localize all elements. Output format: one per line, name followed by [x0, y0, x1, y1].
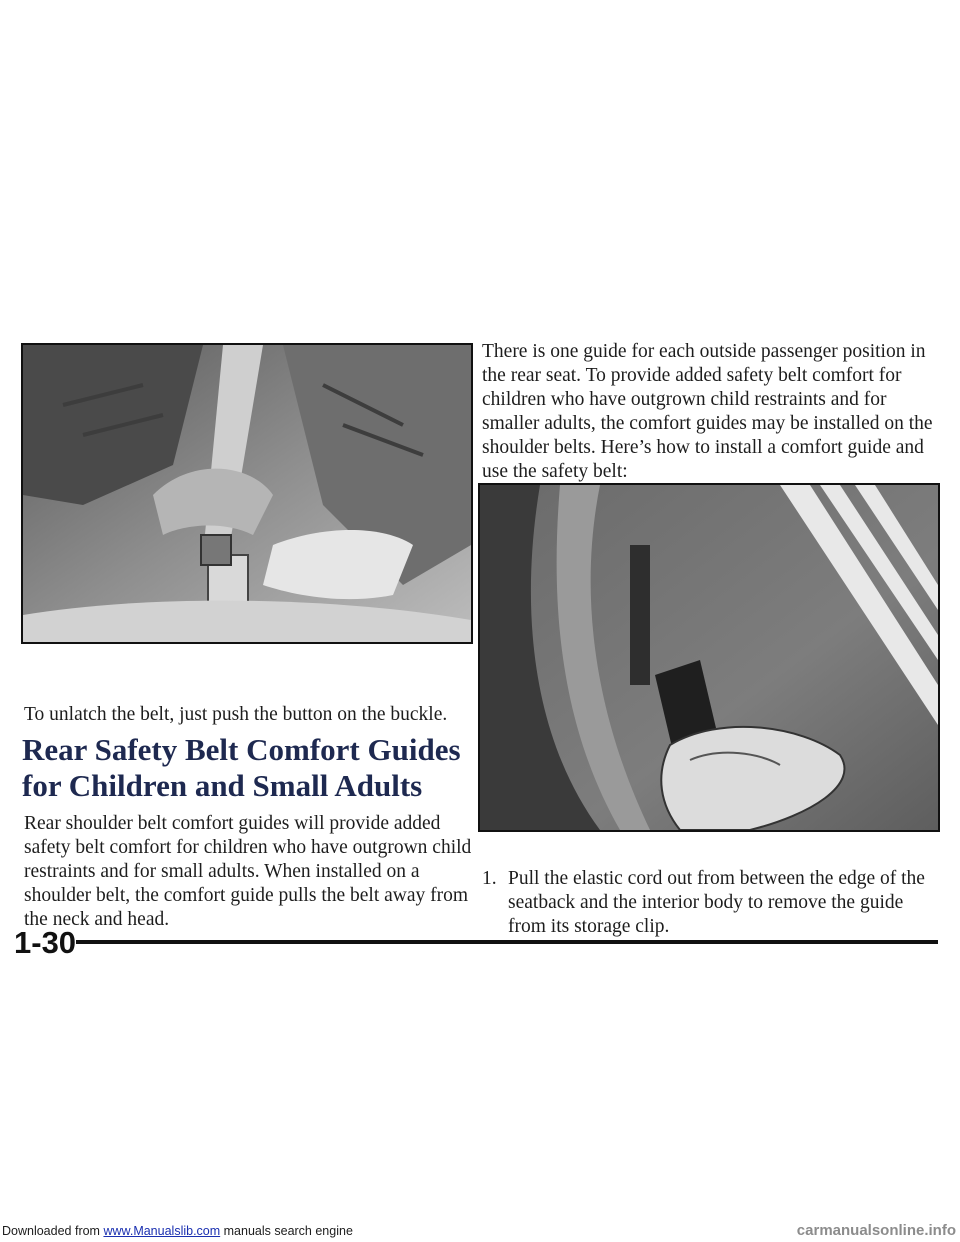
- step-text: Pull the elastic cord out from between the edge of the seatback and the interior body to remove the guide from its storage clip.: [508, 868, 925, 937]
- page-divider: [76, 940, 938, 944]
- buckle-illustration: [21, 343, 473, 644]
- page-number: 1-30: [14, 925, 77, 960]
- intro-paragraph: There is one guide for each outside passenger position in the rear seat. To provide added safety belt comfort for children who have outgrown child restraints and for smaller adults, the comfort guides may be installed on the shoulder belts. Here’s how to install a comfort guide and use the safety belt:: [482, 341, 933, 482]
- comfort-guide-photo: [480, 485, 938, 830]
- step-item: [482, 867, 940, 939]
- footer-source: [2, 1224, 353, 1238]
- step-number: 1.: [482, 868, 497, 889]
- buckle-caption: To unlatch the belt, just push the button on the buckle.: [24, 704, 448, 725]
- footer-prefix: Downloaded from: [2, 1224, 104, 1238]
- watermark: carmanualsonline.info: [796, 1222, 956, 1239]
- download-footer: [0, 1222, 960, 1242]
- section-paragraph: Rear shoulder belt comfort guides will provide added safety belt comfort for children who have outgrown child restraints and for small adults. When installed on a shoulder belt, the comfort guide pulls the belt away from the neck and head.: [24, 813, 472, 930]
- footer-suffix: manuals search engine: [220, 1224, 353, 1238]
- section-heading: Rear Safety Belt Comfort Guides for Children and Small Adults: [22, 732, 461, 803]
- comfort-guide-illustration: [478, 483, 940, 832]
- buckle-photo: [23, 345, 471, 642]
- manualslib-link[interactable]: www.Manualslib.com: [103, 1224, 221, 1238]
